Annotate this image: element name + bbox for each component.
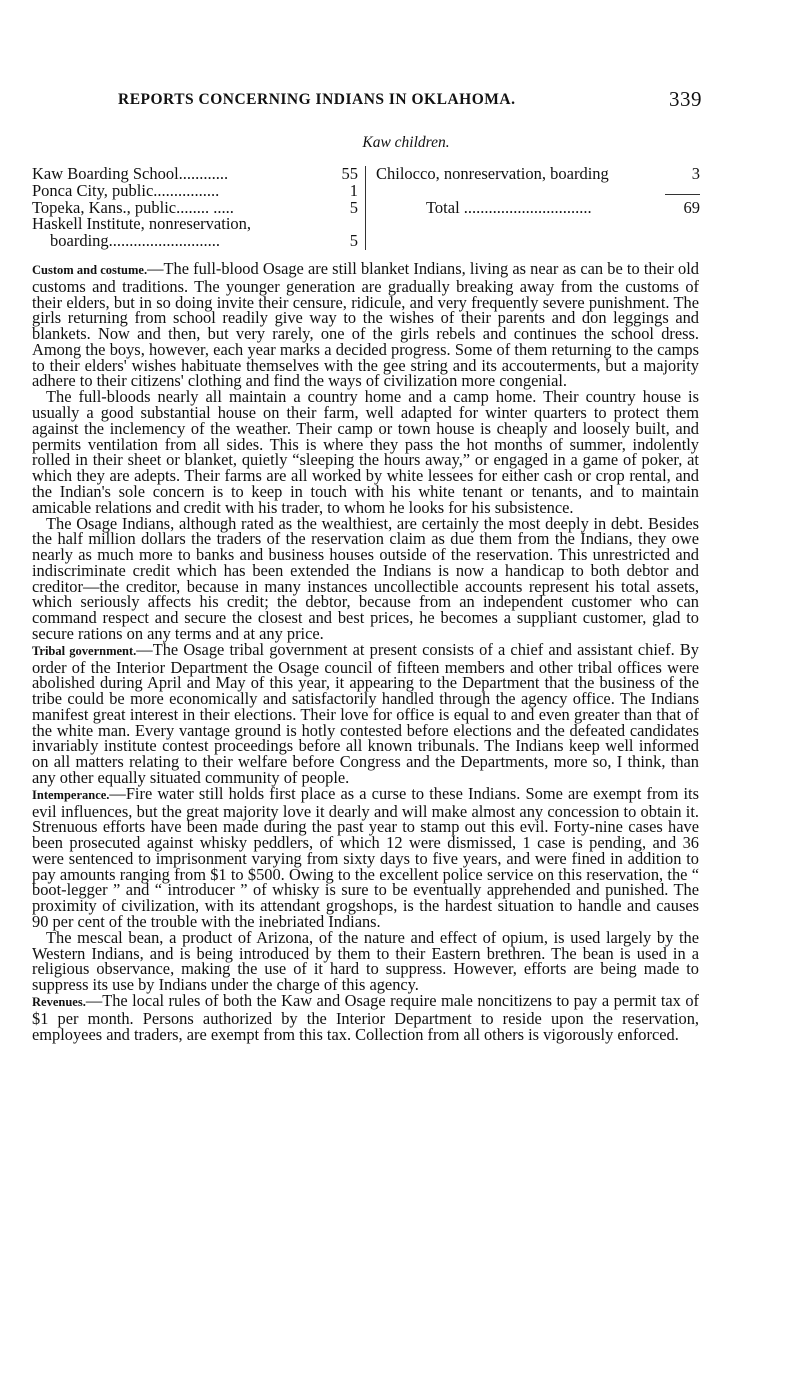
total-value: 69	[683, 197, 700, 217]
row-label: Haskell Institute, nonreservation,	[32, 214, 252, 234]
table-row	[376, 166, 702, 183]
paragraph-text: —The full-blood Osage are still blanket Indians, living as near as can be to their old customs and traditions. The younger generation are gradually breaking away from the customs of their elders, but in so doing invite their censure, ridicule, and very frequently severe punishment. The girls returning from school readily give way to the wishes of their parents and don leggings and blankets. Now and then, but very rarely, one of the girls rebels and continues the school dress. Among the boys, however, each year marks a decided progress. Some of them returning to the camps to their elders' wishes habituate themselves with the gee string and its accouterments, but a majority adhere to their citizens' clothing and find the ways of civilization more congenial.	[32, 259, 699, 391]
row-value: 3	[691, 164, 700, 183]
paragraph-text: —The local rules of both the Kaw and Osage require male noncitizens to pay a permit tax of $1 per month. Persons authorized by the Interior Department to reside upon the reservation, employees and traders, are exempt from this tax. Collection from all others is vigorously enforced.	[32, 990, 699, 1044]
paragraph	[32, 513, 699, 643]
page-number: 339	[669, 87, 702, 111]
body-text	[32, 261, 699, 1042]
paragraph	[32, 639, 699, 787]
table-caption: Kaw children.	[362, 134, 450, 151]
table-left-column	[32, 166, 358, 250]
section-heading: Tribal government.	[32, 643, 137, 658]
total-row	[376, 197, 702, 217]
table-right-column	[376, 166, 702, 217]
row-label: Kaw Boarding School............	[32, 164, 229, 183]
row-value: 5	[349, 197, 358, 217]
section-heading: Intemperance.	[32, 787, 110, 802]
paragraph-text: —The Osage tribal government at present consists of a chief and assistant chief. By order of the Interior Department the Osage council of fifteen members and other tribal offices were abolished during April and May of this year, it appearing to the Department that the business of the tribe could be more economically and satisfactorily handled through the agency office. The Indians manifest great interest in their elections. Their love for office is equal to and even greater than that of the white man. Every vantage ground is hotly contested before elections and the defeated candidates invariably institute contest proceedings before all known tribunals. The Indians keep well informed on all matters relating to their welfare before Congress and the Departments, more so, I think, than any other equally situated community of people.	[32, 639, 699, 787]
row-value: 5	[349, 231, 358, 251]
row-label: Topeka, Kans., public........ .....	[32, 197, 234, 217]
paragraph-text: The Osage Indians, although rated as the wealthiest, are certainly the most deeply in debt. Besides the half million dollars the traders of the reservation claim as due them from the Indians, they owe nearly as much more to banks and business houses outside of the reservation. This unrestricted and indiscriminate credit which has been extended the Indians is now a handicap to both debtor and creditor—the creditor, because in many instances uncollectible accounts represent his total assets, which seriously affects his credit; the debtor, because from an independent customer who can command respect and secure the closest and best prices, he becomes a suppliant customer, glad to secure rations on any terms and at any price.	[32, 513, 699, 643]
paragraph	[32, 990, 699, 1044]
row-value: 1	[349, 180, 358, 200]
paragraph-text: The full-bloods nearly all maintain a country home and a camp home. Their country house is usually a good substantial house on their farm, well adapted for winter quarters to protect them against the inclemency of the weather. Their camp or town house is cheaply and loosely built, and permits ventilation from all sides. This is where they pass the hot months of summer, indolently rolled in their sheet or blanket, quietly “sleeping the hours away,” or engaged in a game of poker, at which they are adepts. Their farms are all worked by white lessees for either cash or crop rental, and the Indian's sole concern is to keep in touch with his white tenant or tenants, and to maintain amicable relations and credit with his trader, to whom he looks for his subsistence.	[32, 387, 699, 517]
row-label: boarding...........................	[50, 231, 221, 251]
paragraph	[32, 261, 699, 389]
section-heading: Custom and costume.	[32, 263, 148, 277]
paragraph-text: The mescal bean, a product of Arizona, of the nature and effect of opium, is used largely by the Western Indians, and is being introduced by them to their Eastern brethren. The bean is used in a religious observance, making the use of it hard to suppress. However, efforts are being made to suppress its use by Indians under the charge of this agency.	[32, 927, 699, 995]
column-divider	[365, 166, 366, 250]
paragraph	[32, 783, 699, 932]
row-label: Ponca City, public................	[32, 180, 220, 200]
row-label: Chilocco, nonreservation, boarding	[376, 164, 609, 183]
row-value: 55	[341, 164, 358, 183]
paragraph	[32, 927, 699, 995]
page-header-title: REPORTS CONCERNING INDIANS IN OKLAHOMA.	[118, 91, 516, 108]
paragraph-text: —Fire water still holds first place as a curse to these Indians. Some are exempt from its evil influences, but the great majority love it dearly and will make almost any concession to obtain it. Strenuous efforts have been made during the past year to stamp out this evil. Forty-nine cases have been prosecuted against whisky peddlers, of which 12 were dismissed, 1 case is pending, and 36 were sentenced to imprisonment varying from sixty days to five years, and were fined in addition to pay amounts ranging from $1 to $500. Owing to the excellent police service on this reservation, the “ boot-legger ” and “ introducer ” of whisky is sure to be eventually apprehended and punished. The proximity of civilization, with its attendant grogshops, is the hardest situation to handle and causes 90 per cent of the trouble with the inebriated Indians.	[32, 783, 699, 932]
total-label: Total ...............................	[426, 197, 592, 217]
paragraph	[32, 389, 699, 515]
table-row	[32, 233, 358, 250]
total-rule	[665, 194, 700, 195]
section-heading: Revenues.	[32, 994, 86, 1009]
